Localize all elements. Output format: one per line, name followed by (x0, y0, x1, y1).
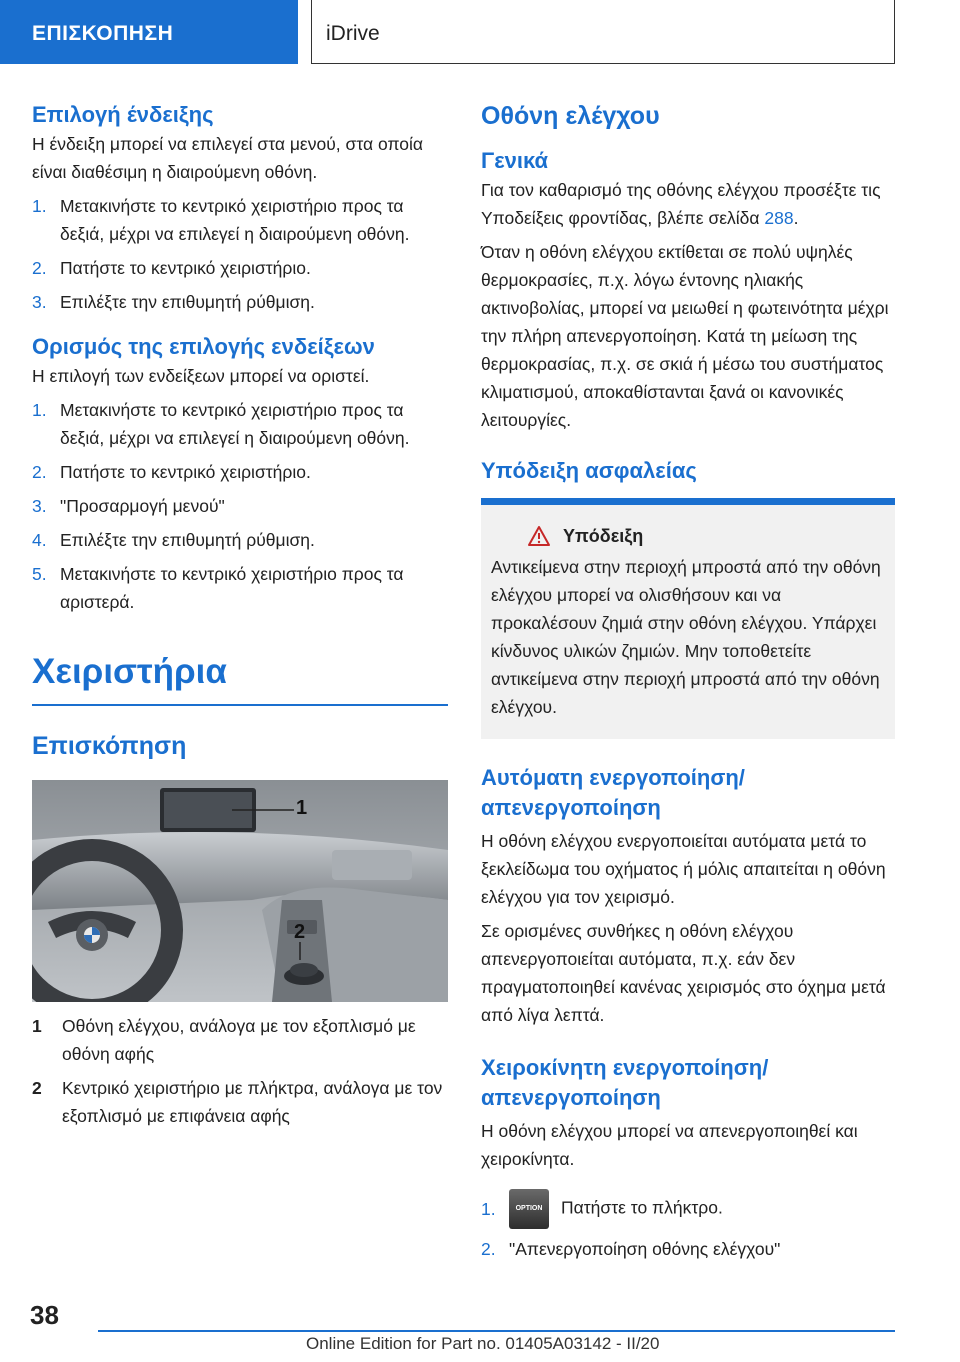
section-tab: ΕΠΙΣΚΟΠΗΣΗ (0, 0, 298, 64)
heading-manual: Χειροκίνητη ενεργοποίηση/απενεργοποίηση (481, 1055, 769, 1110)
heading-general: Γενικά (481, 148, 549, 173)
heading-define: Ορισμός της επιλογής ενδείξεων (32, 334, 375, 359)
note-heading: Υπόδειξη (563, 525, 644, 546)
left-column (32, 100, 448, 1130)
heading-controls: Χειριστήρια (32, 652, 227, 691)
list-item: 1. Μετακινήστε το κεντρικό χειριστήριο προς τα δεξιά, μέχρι να επιλεγεί η διαιρούμενη οθόνη. (32, 400, 410, 448)
list-item: 3. "Προσαρμογή μενού" (32, 496, 225, 516)
general-para-1: Για τον καθαρισμό της οθόνης ελέγχου προσέξτε τις Υποδείξεις φροντίδας, βλέπε σελίδα 288. (481, 180, 881, 228)
cockpit-photo (32, 780, 448, 1002)
footer-edition: Online Edition for Part no. 01405A03142 - II/20 (306, 1334, 660, 1353)
manual-steps (481, 1189, 895, 1263)
page-number: 38 (30, 1300, 59, 1330)
general-para-2: Όταν η οθόνη ελέγχου εκτίθεται σε πολύ υψηλές θερμοκρασίες, π.χ. λόγω έντονης ηλιακής ακτινοβολίας, μπορεί να μειωθεί η φωτεινότητα μέχρι την πλήρη απενεργοποίηση. Κατά τη μείωση της θερμοκρασίας, π.χ. σε σκιά ή μέσω του συστήματος κλιματισμού, αποκαθίστανται ξανά οι κανονικές λειτουργίες. (481, 242, 889, 430)
heading-menu-select: Επιλογή ένδειξης (32, 102, 214, 127)
right-column (481, 100, 895, 1263)
manual-intro: Η οθόνη ελέγχου μπορεί να απενεργοποιηθεί και χειροκίνητα. (481, 1121, 858, 1169)
page-link[interactable]: 288 (764, 208, 794, 228)
chapter-title: iDrive (311, 0, 895, 64)
callout-1: 1 (296, 796, 308, 819)
list-item: 2. Πατήστε το κεντρικό χειριστήριο. (32, 462, 311, 482)
heading-overview: Επισκόπηση (32, 731, 187, 760)
warning-icon (527, 525, 551, 547)
list-item: 2. Πατήστε το κεντρικό χειριστήριο. (32, 258, 311, 278)
list-item: 2. "Απενεργοποίηση οθόνης ελέγχου" (481, 1239, 781, 1259)
callout-2: 2 (294, 920, 306, 943)
menu-select-steps (32, 192, 448, 316)
footer-rule (98, 1330, 895, 1332)
auto-para-1: Η οθόνη ελέγχου ενεργοποιείται αυτόματα μετά το ξεκλείδωμα του οχήματος ή μόλις απαιτείται η οθόνη ελέγχου για τον χειρισμό. (481, 831, 886, 907)
heading-rule (32, 704, 448, 706)
list-item: 1. Μετακινήστε το κεντρικό χειριστήριο προς τα δεξιά, μέχρι να επιλεγεί η διαιρούμενη οθόνη. (32, 196, 410, 244)
list-item: 4. Επιλέξτε την επιθυμητή ρύθμιση. (32, 530, 315, 550)
menu-select-intro: Η ένδειξη μπορεί να επιλεγεί στα μενού, στα οποία είναι διαθέσιμη η διαιρούμενη οθόνη. (32, 134, 424, 182)
caption-item: 1 Οθόνη ελέγχου, ανάλογα με τον εξοπλισμό με οθόνη αφής (32, 1015, 416, 1064)
list-item: 1. OPTION Πατήστε το πλήκτρο. (481, 1189, 895, 1229)
caption-item: 2 Κεντρικό χειριστήριο με πλήκτρα, ανάλογα με τον εξοπλισμό με επιφάνεια αφής (32, 1077, 443, 1126)
heading-safety: Υπόδειξη ασφαλείας (481, 458, 697, 483)
note-text: Αντικείμενα στην περιοχή μπροστά από την οθόνη ελέγχου μπορεί να ολισθήσουν και να προκαλέσουν ζημιά στην οθόνη ελέγχου. Υπάρχει κίνδυνος υλικών ζημιών. Μην τοποθετείτε αντικείμενα στην περιοχή μπροστά από την οθόνη ελέγχου. (491, 557, 881, 717)
list-item: 5. Μετακινήστε το κεντρικό χειριστήριο προς τα αριστερά. (32, 564, 404, 612)
define-steps (32, 396, 448, 616)
heading-control-display: Οθόνη ελέγχου (481, 102, 660, 130)
auto-para-2: Σε ορισμένες συνθήκες η οθόνη ελέγχου απενεργοποιείται αυτόματα, π.χ. εάν δεν πραγματοποιηθεί κανένας χειρισμός στο όχημα μετά από λίγα λεπτά. (481, 921, 886, 1025)
option-button-icon: OPTION (509, 1189, 549, 1229)
heading-auto: Αυτόματη ενεργοποίηση/απενεργοποίηση (481, 765, 745, 820)
safety-note (481, 498, 895, 739)
list-item: 3. Επιλέξτε την επιθυμητή ρύθμιση. (32, 292, 315, 312)
define-intro: Η επιλογή των ενδείξεων μπορεί να οριστεί. (32, 366, 370, 386)
